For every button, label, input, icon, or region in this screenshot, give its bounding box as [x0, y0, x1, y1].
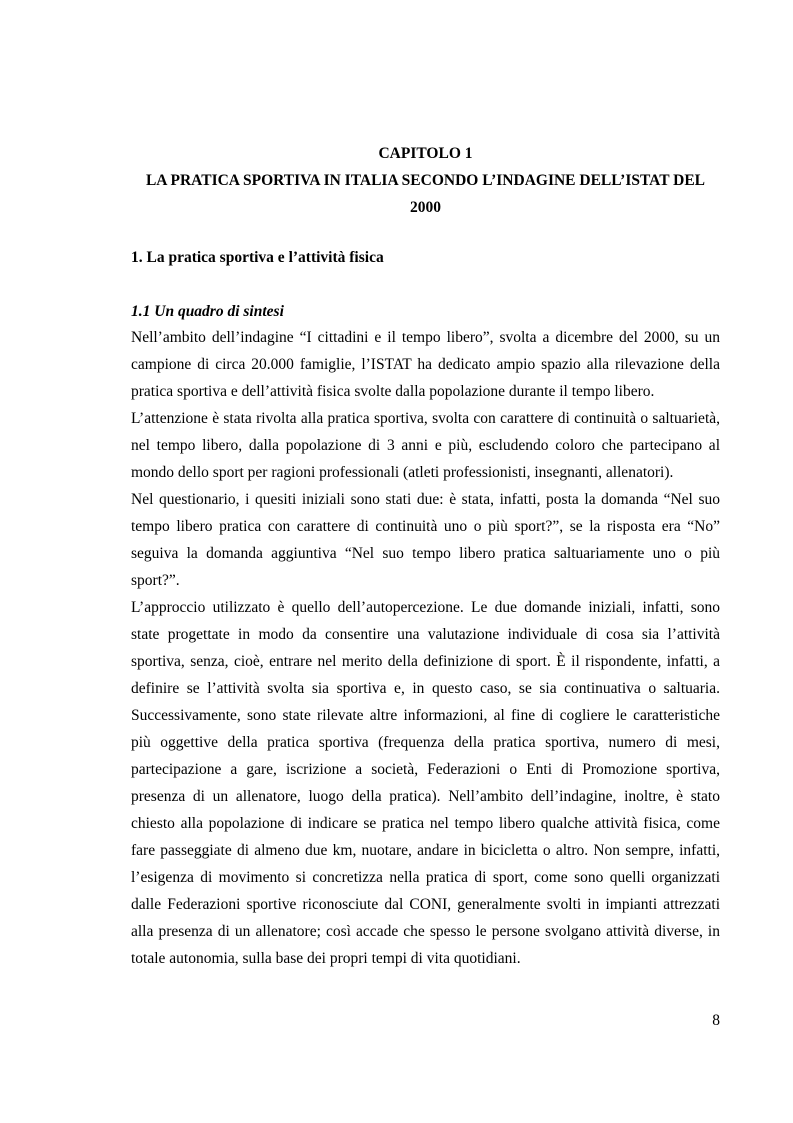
text-line: pratica sportiva e dell’attività fisica svolte dalla popolazione durante il tempo libero. [131, 383, 655, 400]
text-line: Nell’ambito dell’indagine “I cittadini e il tempo libero”, svolta a dicembre del 2000, su un [131, 329, 720, 346]
text-line: fare passeggiate di almeno due km, nuotare, andare in bicicletta o altro. Non sempre, infatti, [131, 842, 720, 859]
chapter-title-line-1: LA PRATICA SPORTIVA IN ITALIA SECONDO L’INDAGINE DELL’ISTAT DEL [145, 172, 706, 189]
section-title: 1. La pratica sportiva e l’attività fisica [131, 249, 384, 266]
text-line: state progettate in modo da consentire una valutazione individuale di cosa sia l’attività [131, 626, 720, 643]
text-line: alla presenza di un allenatore; così accade che spesso le persone svolgano attività diverse, in [131, 923, 720, 940]
chapter-title-line-2: 2000 [410, 199, 441, 216]
text-line: presenza di un allenatore, luogo della pratica). Nell’ambito dell’indagine, inoltre, è stato [131, 788, 720, 805]
text-line: l’esigenza di movimento si concretizza nella pratica di sport, come sono quelli organizzati [131, 869, 720, 886]
subsection-title: 1.1 Un quadro di sintesi [131, 303, 284, 320]
text-line: Nel questionario, i quesiti iniziali sono stati due: è stata, infatti, posta la domanda “Nel suo [131, 491, 720, 508]
text-line: più oggettive della pratica sportiva (frequenza della pratica sportiva, numero di mesi, [131, 734, 720, 751]
text-line: tempo libero pratica con carattere di continuità uno o più sport?”, se la risposta era “No” [131, 518, 720, 535]
text-line: mondo dello sport per ragioni professionali (atleti professionisti, insegnanti, allenatori). [131, 464, 674, 481]
text-line: dalle Federazioni sportive riconosciute dal CONI, generalmente svolti in impianti attrezzati [131, 896, 720, 913]
paragraph [131, 324, 720, 405]
text-line: L’attenzione è stata rivolta alla pratica sportiva, svolta con carattere di continuità o saltuarietà, [131, 410, 720, 427]
text-line: seguiva la domanda aggiuntiva “Nel suo tempo libero pratica saltuariamente uno o più [131, 545, 720, 562]
paragraph [131, 405, 720, 486]
text-line: totale autonomia, sulla base dei propri tempi di vita quotidiani. [131, 950, 521, 967]
chapter-label: CAPITOLO 1 [378, 145, 473, 162]
text-line: sportiva, senza, cioè, entrare nel merito della definizione di sport. È il rispondente, infatti, a [131, 653, 720, 670]
paragraph [131, 486, 720, 594]
chapter-heading [131, 140, 720, 221]
page-number: 8 [712, 1012, 720, 1029]
text-line: L’approccio utilizzato è quello dell’autopercezione. Le due domande iniziali, infatti, sono [131, 599, 720, 616]
text-line: sport?”. [131, 572, 180, 589]
paragraph [131, 594, 720, 972]
text-line: campione di circa 20.000 famiglie, l’ISTAT ha dedicato ampio spazio alla rilevazione della [131, 356, 720, 373]
text-line: chiesto alla popolazione di indicare se pratica nel tempo libero qualche attività fisica, come [131, 815, 720, 832]
body-text [131, 324, 720, 972]
text-line: partecipazione a gare, iscrizione a società, Federazioni o Enti di Promozione sportiva, [131, 761, 720, 778]
text-line: nel tempo libero, dalla popolazione di 3 anni e più, escludendo coloro che partecipano al [131, 437, 720, 454]
text-line: definire se l’attività svolta sia sportiva e, in questo caso, se sia continuativa o saltuaria. [131, 680, 720, 697]
text-line: Successivamente, sono state rilevate altre informazioni, al fine di cogliere le caratteristiche [131, 707, 720, 724]
